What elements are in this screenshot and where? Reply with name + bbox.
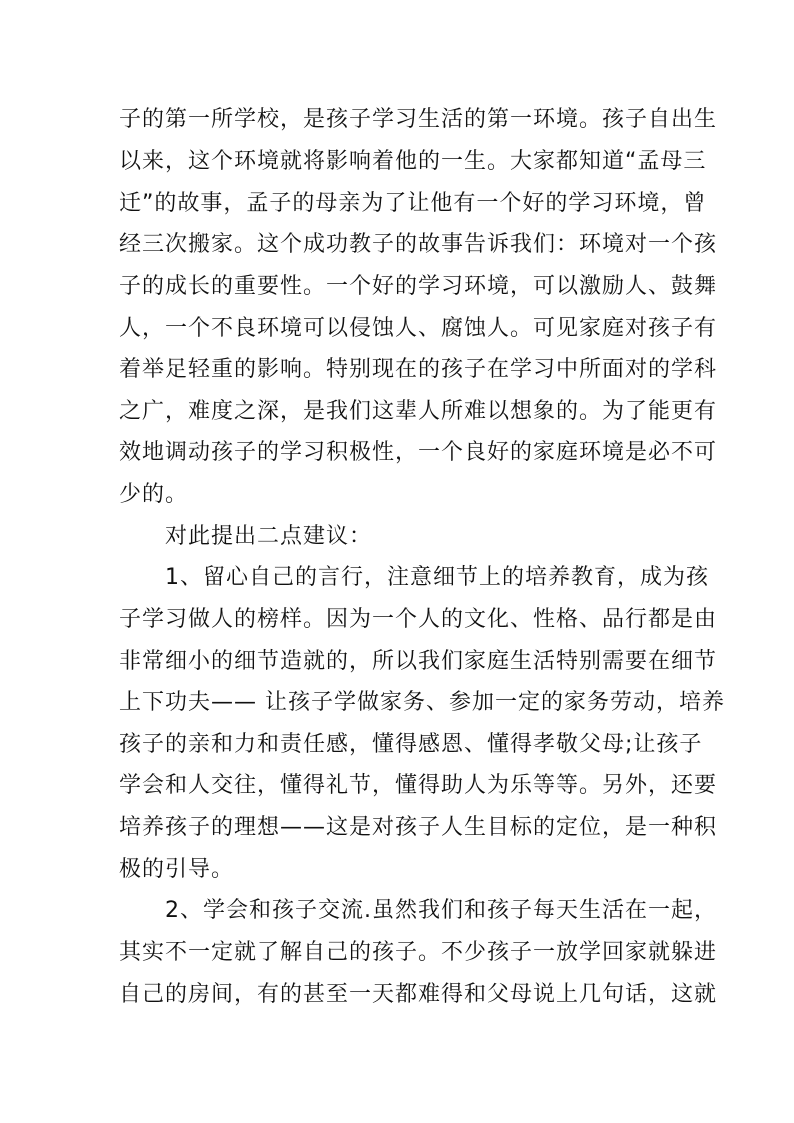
text-line: 子的成长的重要性。一个好的学习环境，可以激励人、鼓舞 (119, 274, 718, 299)
text-line: 学会和人交往，懂得礼节，懂得助人为乐等等。另外，还要 (119, 773, 718, 798)
text-line: 非常细小的细节造就的，所以我们家庭生活特别需要在细节 (119, 649, 718, 674)
text-line: 着举足轻重的影响。特别现在的孩子在学习中所面对的学科 (119, 357, 718, 382)
list-item-1-start: 1、留心自己的言行，注意细节上的培养教育，成为孩 (165, 565, 709, 590)
text-line: 迁”的故事，孟子的母亲为了让他有一个好的学习环境，曾 (119, 191, 707, 216)
text-line: 少的。 (119, 482, 189, 507)
text-line: 效地调动孩子的学习积极性，一个良好的家庭环境是必不可 (119, 440, 718, 465)
text-line: 之广，难度之深，是我们这辈人所难以想象的。为了能更有 (119, 399, 718, 424)
text-line: 人，一个不良环境可以侵蚀人、腐蚀人。可见家庭对孩子有 (119, 316, 718, 341)
text-line: 极的引导。 (119, 857, 235, 882)
text-line: 其实不一定就了解自己的孩子。不少孩子一放学回家就躲进 (119, 940, 718, 965)
text-line: 孩子的亲和力和责任感，懂得感恩、懂得孝敬父母;让孩子 (119, 732, 703, 757)
text-line: 子的第一所学校，是孩子学习生活的第一环境。孩子自出生 (119, 107, 718, 132)
text-line: 经三次搬家。这个成功教子的故事告诉我们：环境对一个孩 (119, 232, 718, 257)
text-line: 子学习做人的榜样。因为一个人的文化、性格、品行都是由 (119, 607, 718, 632)
section-heading: 对此提出二点建议： (165, 524, 373, 549)
text-line: 上下功夫—— 让孩子学做家务、参加一定的家务劳动，培养 (119, 690, 725, 715)
list-item-2-start: 2、学会和孩子交流.虽然我们和孩子每天生活在一起， (165, 898, 717, 923)
text-line: 以来，这个环境就将影响着他的一生。大家都知道“孟母三 (119, 149, 707, 174)
text-line: 培养孩子的理想——这是对孩子人生目标的定位，是一种积 (119, 815, 718, 840)
text-line: 自己的房间，有的甚至一天都难得和父母说上几句话，这就 (119, 982, 718, 1007)
